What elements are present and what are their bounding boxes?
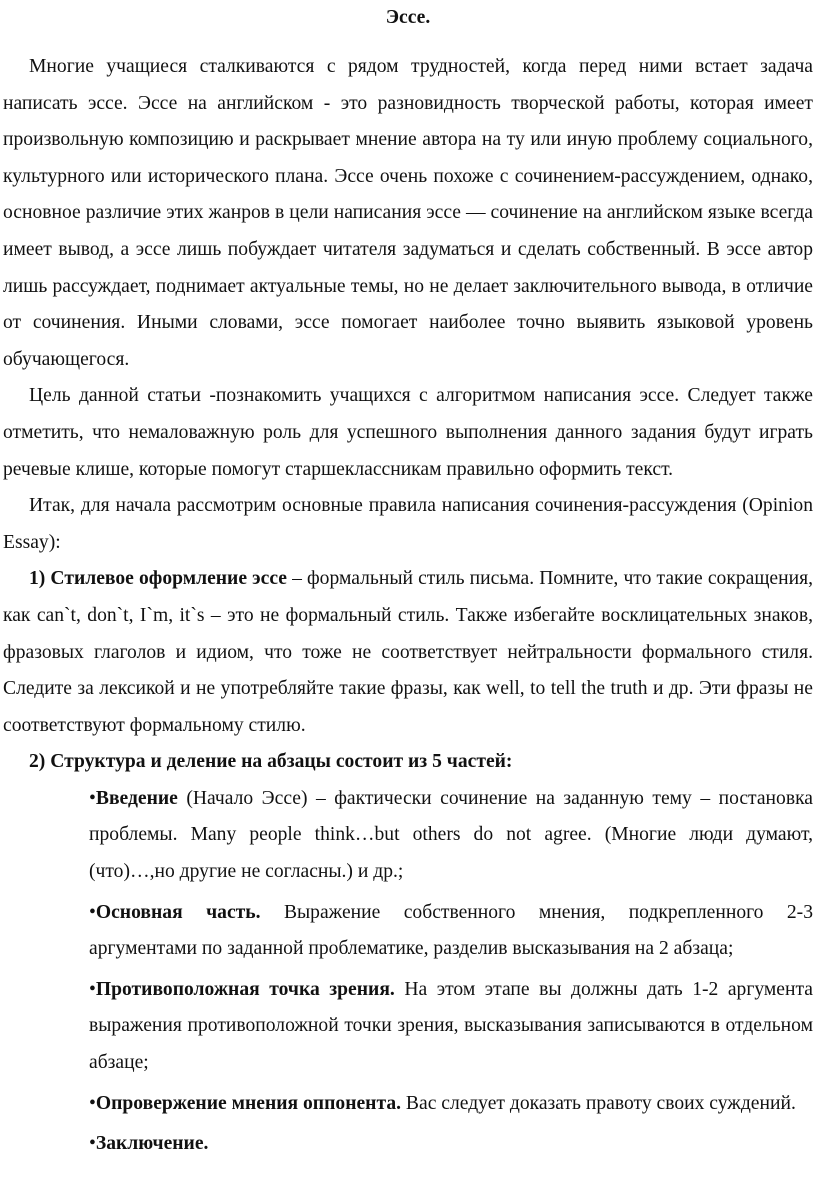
rule-1-text: – формальный стиль письма. Помните, что такие сокращения, как can`t, don`t, I`m, it`s – это не формальный стиль. Также избегайте восклицательных знаков, фразовых глаголов и идиом, что тоже не соответствует нейтральности формального стиля. Следите за лексикой и не употребляйте такие фразы, как well, to tell the truth и др. Эти фразы не соответствуют формальному стилю. <box>3 568 813 736</box>
rule-1-paragraph <box>3 561 813 744</box>
bullet-icon: • <box>89 1092 96 1114</box>
list-item-text: Вас следует доказать правоту своих суждений. <box>401 1092 796 1114</box>
list-item <box>89 1126 813 1163</box>
list-item-text: (Начало Эссе) – фактически сочинение на заданную тему – постановка проблемы. Many people think…but others do not agree. (Многие люди думают, (что)…,но другие не согласны.) и др.; <box>89 787 813 883</box>
list-item-heading: Противоположная точка зрения. <box>95 978 395 1000</box>
bullet-icon: • <box>89 901 96 923</box>
intro-paragraph: Многие учащиеся сталкиваются с рядом трудностей, когда перед ними встает задача написать эссе. Эссе на английском - это разновидность творческой работы, которая имеет произвольную композицию и раскрывает мнение автора на ту или иную проблему социального, культурного или исторического плана. Эссе очень похоже с сочинением-рассуждением, однако, основное различие этих жанров в цели написания эссе — сочинение на английском языке всегда имеет вывод, а эссе лишь побуждает читателя задуматься и сделать собственный. В эссе автор лишь рассуждает, поднимает актуальные темы, но не делает заключительного вывода, в отличие от сочинения. Иными словами, эссе помогает наиболее точно выявить языковой уровень обучающегося. <box>3 56 813 370</box>
list-item-heading: Заключение. <box>95 1133 209 1155</box>
rule-2-heading-text: 2) Структура и деление на абзацы состоит из 5 частей: <box>29 751 513 773</box>
rule-2-heading <box>3 744 813 781</box>
bullet-icon: • <box>89 978 96 1000</box>
list-item-heading: Введение <box>95 787 178 809</box>
essay-parts-list <box>3 781 813 1163</box>
list-item-heading: Опровержение мнения оппонента. <box>95 1092 402 1114</box>
rule-1-heading: 1) Стилевое оформление эссе <box>29 568 287 590</box>
bullet-icon: • <box>89 787 96 809</box>
spacer <box>3 34 813 49</box>
list-item-heading: Основная часть. <box>95 901 261 923</box>
bullet-icon: • <box>89 1133 96 1155</box>
list-item-text: На этом этапе вы должны дать 1-2 аргумента выражения противоположной точки зрения, высказывания записываются в отдельном абзаце; <box>89 978 813 1074</box>
list-item-text: Выражение собственного мнения, подкрепленного 2-3 аргументами по заданной проблематике, разделив высказывания на 2 абзаца; <box>89 901 813 960</box>
list-item <box>89 781 813 891</box>
list-item <box>89 895 813 968</box>
rules-intro-paragraph: Итак, для начала рассмотрим основные правила написания сочинения-рассуждения (Opinion Essay): <box>3 495 813 553</box>
list-item <box>89 972 813 1082</box>
goal-paragraph: Цель данной статьи -познакомить учащихся с алгоритмом написания эссе. Следует также отметить, что немаловажную роль для успешного выполнения данного задания будут играть речевые клише, которые помогут старшеклассникам правильно оформить текст. <box>3 385 813 480</box>
list-item <box>89 1086 813 1123</box>
document-title: Эссе. <box>385 7 431 28</box>
